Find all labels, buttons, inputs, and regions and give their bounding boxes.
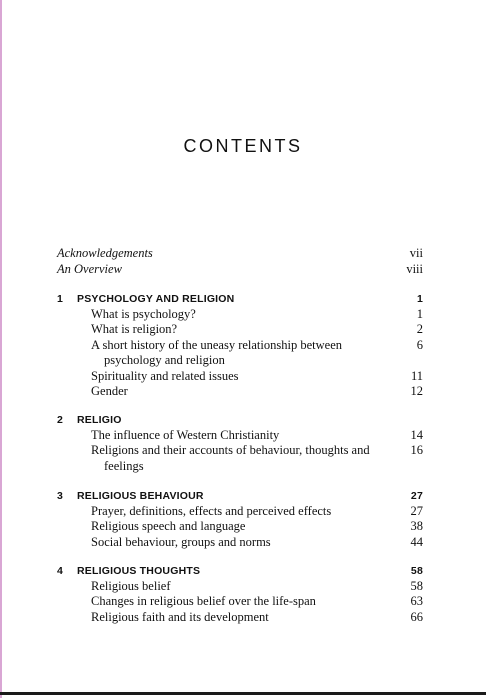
toc-entry bbox=[57, 369, 423, 384]
toc-entry bbox=[57, 504, 423, 519]
entry-page: 38 bbox=[410, 519, 423, 534]
entry-page: 63 bbox=[410, 594, 423, 609]
front-matter-entry bbox=[57, 262, 423, 278]
entry-page: 44 bbox=[410, 534, 423, 549]
chapter-1 bbox=[57, 292, 423, 399]
entry-page: 1 bbox=[416, 307, 423, 321]
chapter-number: 4 bbox=[57, 565, 64, 577]
chapter-heading bbox=[57, 292, 423, 307]
toc-entry bbox=[57, 428, 423, 443]
toc-entry bbox=[57, 519, 423, 534]
chapter-heading bbox=[57, 564, 423, 579]
entry-page: 12 bbox=[410, 384, 423, 399]
entry-label: Religious faith and its development bbox=[91, 609, 269, 624]
toc-entry bbox=[57, 535, 423, 550]
entry-label: Religious belief bbox=[91, 579, 171, 593]
entry-label: Religious speech and language bbox=[91, 519, 246, 534]
entry-label: The influence of Western Christianity bbox=[91, 428, 280, 442]
chapter-page: 27 bbox=[410, 490, 423, 502]
chapter-number: 3 bbox=[57, 490, 64, 502]
chapter-heading bbox=[57, 413, 423, 428]
chapter-number: 2 bbox=[57, 414, 64, 426]
toc-entry bbox=[57, 338, 423, 369]
chapter-title: RELIGIOUS THOUGHTS bbox=[77, 565, 201, 577]
chapter-title: PSYCHOLOGY AND RELIGION bbox=[77, 293, 235, 305]
toc-entry bbox=[57, 384, 423, 399]
entry-page: 27 bbox=[410, 504, 423, 518]
toc-entry bbox=[57, 443, 423, 474]
toc-entry bbox=[57, 594, 423, 609]
chapter-page: 1 bbox=[416, 293, 423, 305]
entry-label: An Overview bbox=[57, 261, 122, 276]
front-matter-entry bbox=[57, 246, 423, 262]
entry-page: 2 bbox=[416, 322, 423, 337]
contents-title: CONTENTS bbox=[183, 136, 303, 157]
chapter-2 bbox=[57, 413, 423, 474]
entry-label: Social behaviour, groups and norms bbox=[91, 534, 271, 549]
entry-page: 11 bbox=[410, 368, 423, 383]
chapter-4 bbox=[57, 564, 423, 625]
entry-label: Spirituality and related issues bbox=[91, 368, 239, 383]
entry-page: 6 bbox=[416, 337, 423, 352]
entry-page: 14 bbox=[410, 428, 423, 442]
entry-label: Gender bbox=[91, 384, 128, 399]
chapter-heading bbox=[57, 489, 423, 504]
front-matter bbox=[57, 246, 423, 277]
entry-page: 16 bbox=[410, 443, 423, 458]
entry-page: vii bbox=[409, 246, 423, 260]
chapter-number: 1 bbox=[57, 293, 64, 305]
toc-entry bbox=[57, 579, 423, 594]
toc-entry bbox=[57, 307, 423, 322]
entry-page: viii bbox=[406, 261, 423, 276]
toc-entry bbox=[57, 610, 423, 625]
entry-page: 58 bbox=[410, 579, 423, 593]
entry-label: Religions and their accounts of behaviour, thoughts and feelings bbox=[91, 443, 370, 473]
chapter-title: RELIGIO bbox=[77, 414, 122, 426]
entry-label: Prayer, definitions, effects and perceived effects bbox=[91, 504, 332, 518]
left-margin-rule bbox=[0, 0, 2, 698]
entry-label: A short history of the uneasy relationship between psychology and religion bbox=[91, 337, 342, 368]
toc-entry bbox=[57, 322, 423, 337]
chapter-title: RELIGIOUS BEHAVIOUR bbox=[77, 490, 204, 502]
entry-page: 66 bbox=[410, 609, 423, 624]
chapter-page: 58 bbox=[410, 565, 423, 577]
entry-label: What is religion? bbox=[91, 322, 178, 337]
entry-label: What is psychology? bbox=[91, 307, 196, 321]
entry-label: Acknowledgements bbox=[57, 246, 153, 260]
bottom-page-rule bbox=[0, 692, 486, 695]
entry-label: Changes in religious belief over the life-span bbox=[91, 594, 316, 609]
chapter-3 bbox=[57, 489, 423, 550]
